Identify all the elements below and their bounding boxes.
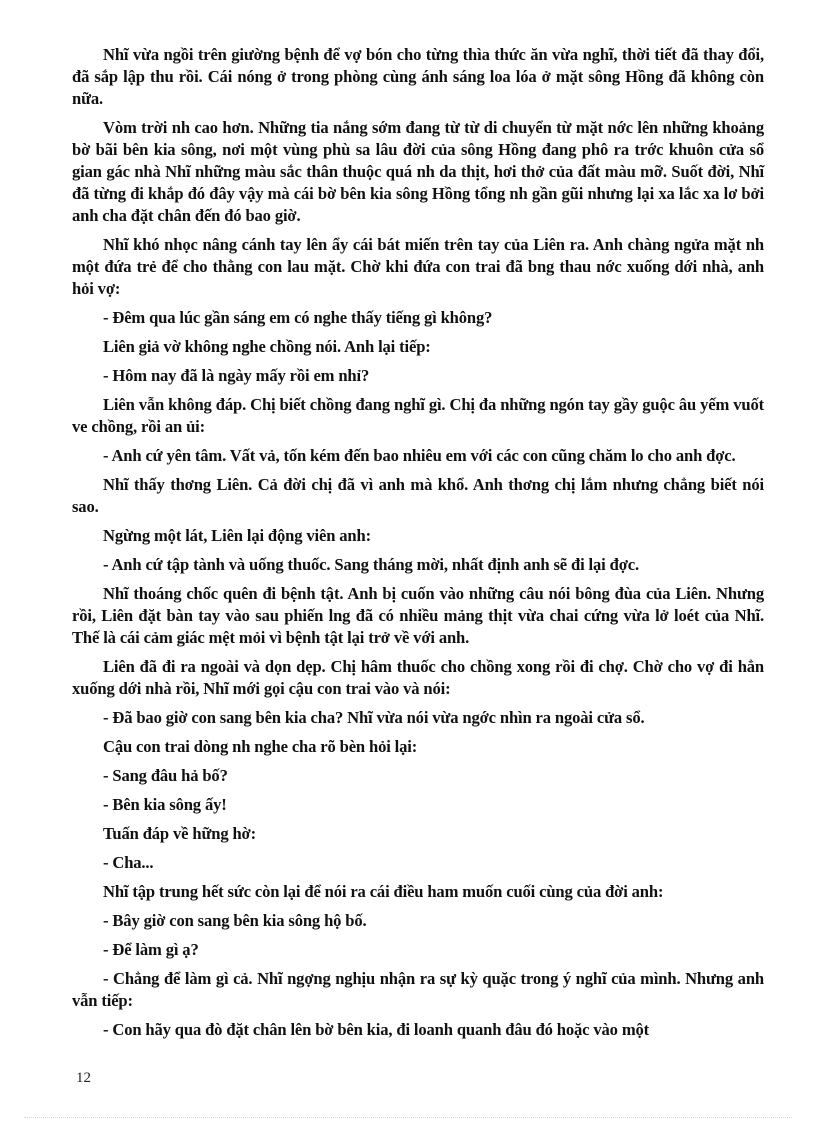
body-text [72,44,764,1048]
dialogue-line: - Đã bao giờ con sang bên kia cha? Nhĩ vừa nói vừa ngớc nhìn ra ngoài cửa sổ. [103,708,645,727]
dialogue-line: - Bên kia sông ấy! [103,795,227,814]
dialogue-line: - Cha... [103,853,154,872]
paragraph: Nhĩ vừa ngồi trên giường bệnh để vợ bón cho từng thìa thức ăn vừa nghĩ, thời tiết đã thay đổi, đã sắp lập thu rồi. Cái nóng ở trong phòng cùng ánh sáng loa lóa ở mặt sông Hồng đã không còn nữa. [72,45,764,108]
paragraph: Vòm trời nh cao hơn. Những tia nắng sớm đang từ từ di chuyển từ mặt nớc lên những khoảng bờ bãi bên kia sông, nơi một vùng phù sa lâu đời của sông Hồng đang phô ra trớc khuôn cửa sổ gian gác nhà Nhĩ những màu sắc thân thuộc quá nh da thịt, hơi thở của đất màu mỡ. Suốt đời, Nhĩ đã từng đi khắp đó đây vậy mà cái bờ bên kia sông Hồng tổng nh gần gũi nhưng lại xa lắc xa lơ bởi anh cha đặt chân đến đó bao giờ. [72,118,764,225]
paragraph: Liên đã đi ra ngoài và dọn dẹp. Chị hâm thuốc cho chồng xong rồi đi chợ. Chờ cho vợ đi hẳn xuống dới nhà rồi, Nhĩ mới gọi cậu con trai vào và nói: [72,657,764,698]
page-number: 12 [76,1070,91,1086]
dialogue-line: - Anh cứ tập tành và uống thuốc. Sang tháng mời, nhất định anh sẽ đi lại đợc. [103,555,639,574]
dialogue-line: - Anh cứ yên tâm. Vất vả, tốn kém đến bao nhiêu em với các con cũng chăm lo cho anh đợc. [103,446,736,465]
paragraph: Ngừng một lát, Liên lại động viên anh: [103,526,371,545]
dialogue-line: - Hôm nay đã là ngày mấy rồi em nhỉ? [103,366,370,385]
paragraph: Nhĩ thoáng chốc quên đi bệnh tật. Anh bị cuốn vào những câu nói bông đùa của Liên. Nhưng rồi, Liên đặt bàn tay vào sau phiến lng đã có nhiều mảng thịt vừa chai cứng vừa lở loét của Nhĩ. Thế là cái cảm giác mệt mỏi vì bệnh tật lại trở về với anh. [72,584,764,647]
paragraph: Nhĩ thấy thơng Liên. Cả đời chị đã vì anh mà khổ. Anh thơng chị lắm nhưng chẳng biết nói sao. [72,475,764,516]
dialogue-line: - Sang đâu hả bố? [103,766,228,785]
paragraph: Nhĩ khó nhọc nâng cánh tay lên ẩy cái bát miến trên tay của Liên ra. Anh chàng ngửa mặt nh một đứa trẻ để cho thằng con lau mặt. Chờ khi đứa con trai đã bng thau nớc xuống dới nhà, anh hỏi vợ: [72,235,764,298]
dialogue-line: - Con hãy qua đò đặt chân lên bờ bên kia, đi loanh quanh đâu đó hoặc vào một [103,1020,650,1039]
dialogue-line: - Đêm qua lúc gần sáng em có nghe thấy tiếng gì không? [103,308,493,327]
dialogue-line: - Bây giờ con sang bên kia sông hộ bố. [103,911,367,930]
page-bottom-divider [24,1117,792,1118]
paragraph: Cậu con trai dòng nh nghe cha rõ bèn hỏi lại: [103,737,418,756]
paragraph: Tuấn đáp về hững hờ: [103,824,256,843]
paragraph: Liên vẫn không đáp. Chị biết chồng đang nghĩ gì. Chị đa những ngón tay gầy guộc âu yếm vuốt ve chồng, rồi an ủi: [72,395,764,436]
dialogue-line: - Để làm gì ạ? [103,940,199,959]
paragraph: Liên giả vờ không nghe chồng nói. Anh lại tiếp: [103,337,431,356]
paragraph: Nhĩ tập trung hết sức còn lại để nói ra cái điều ham muốn cuối cùng của đời anh: [103,882,664,901]
dialogue-line: - Chẳng để làm gì cả. Nhĩ ngợng nghịu nhận ra sự kỳ quặc trong ý nghĩ của mình. Nhưng anh vẫn tiếp: [72,969,764,1010]
